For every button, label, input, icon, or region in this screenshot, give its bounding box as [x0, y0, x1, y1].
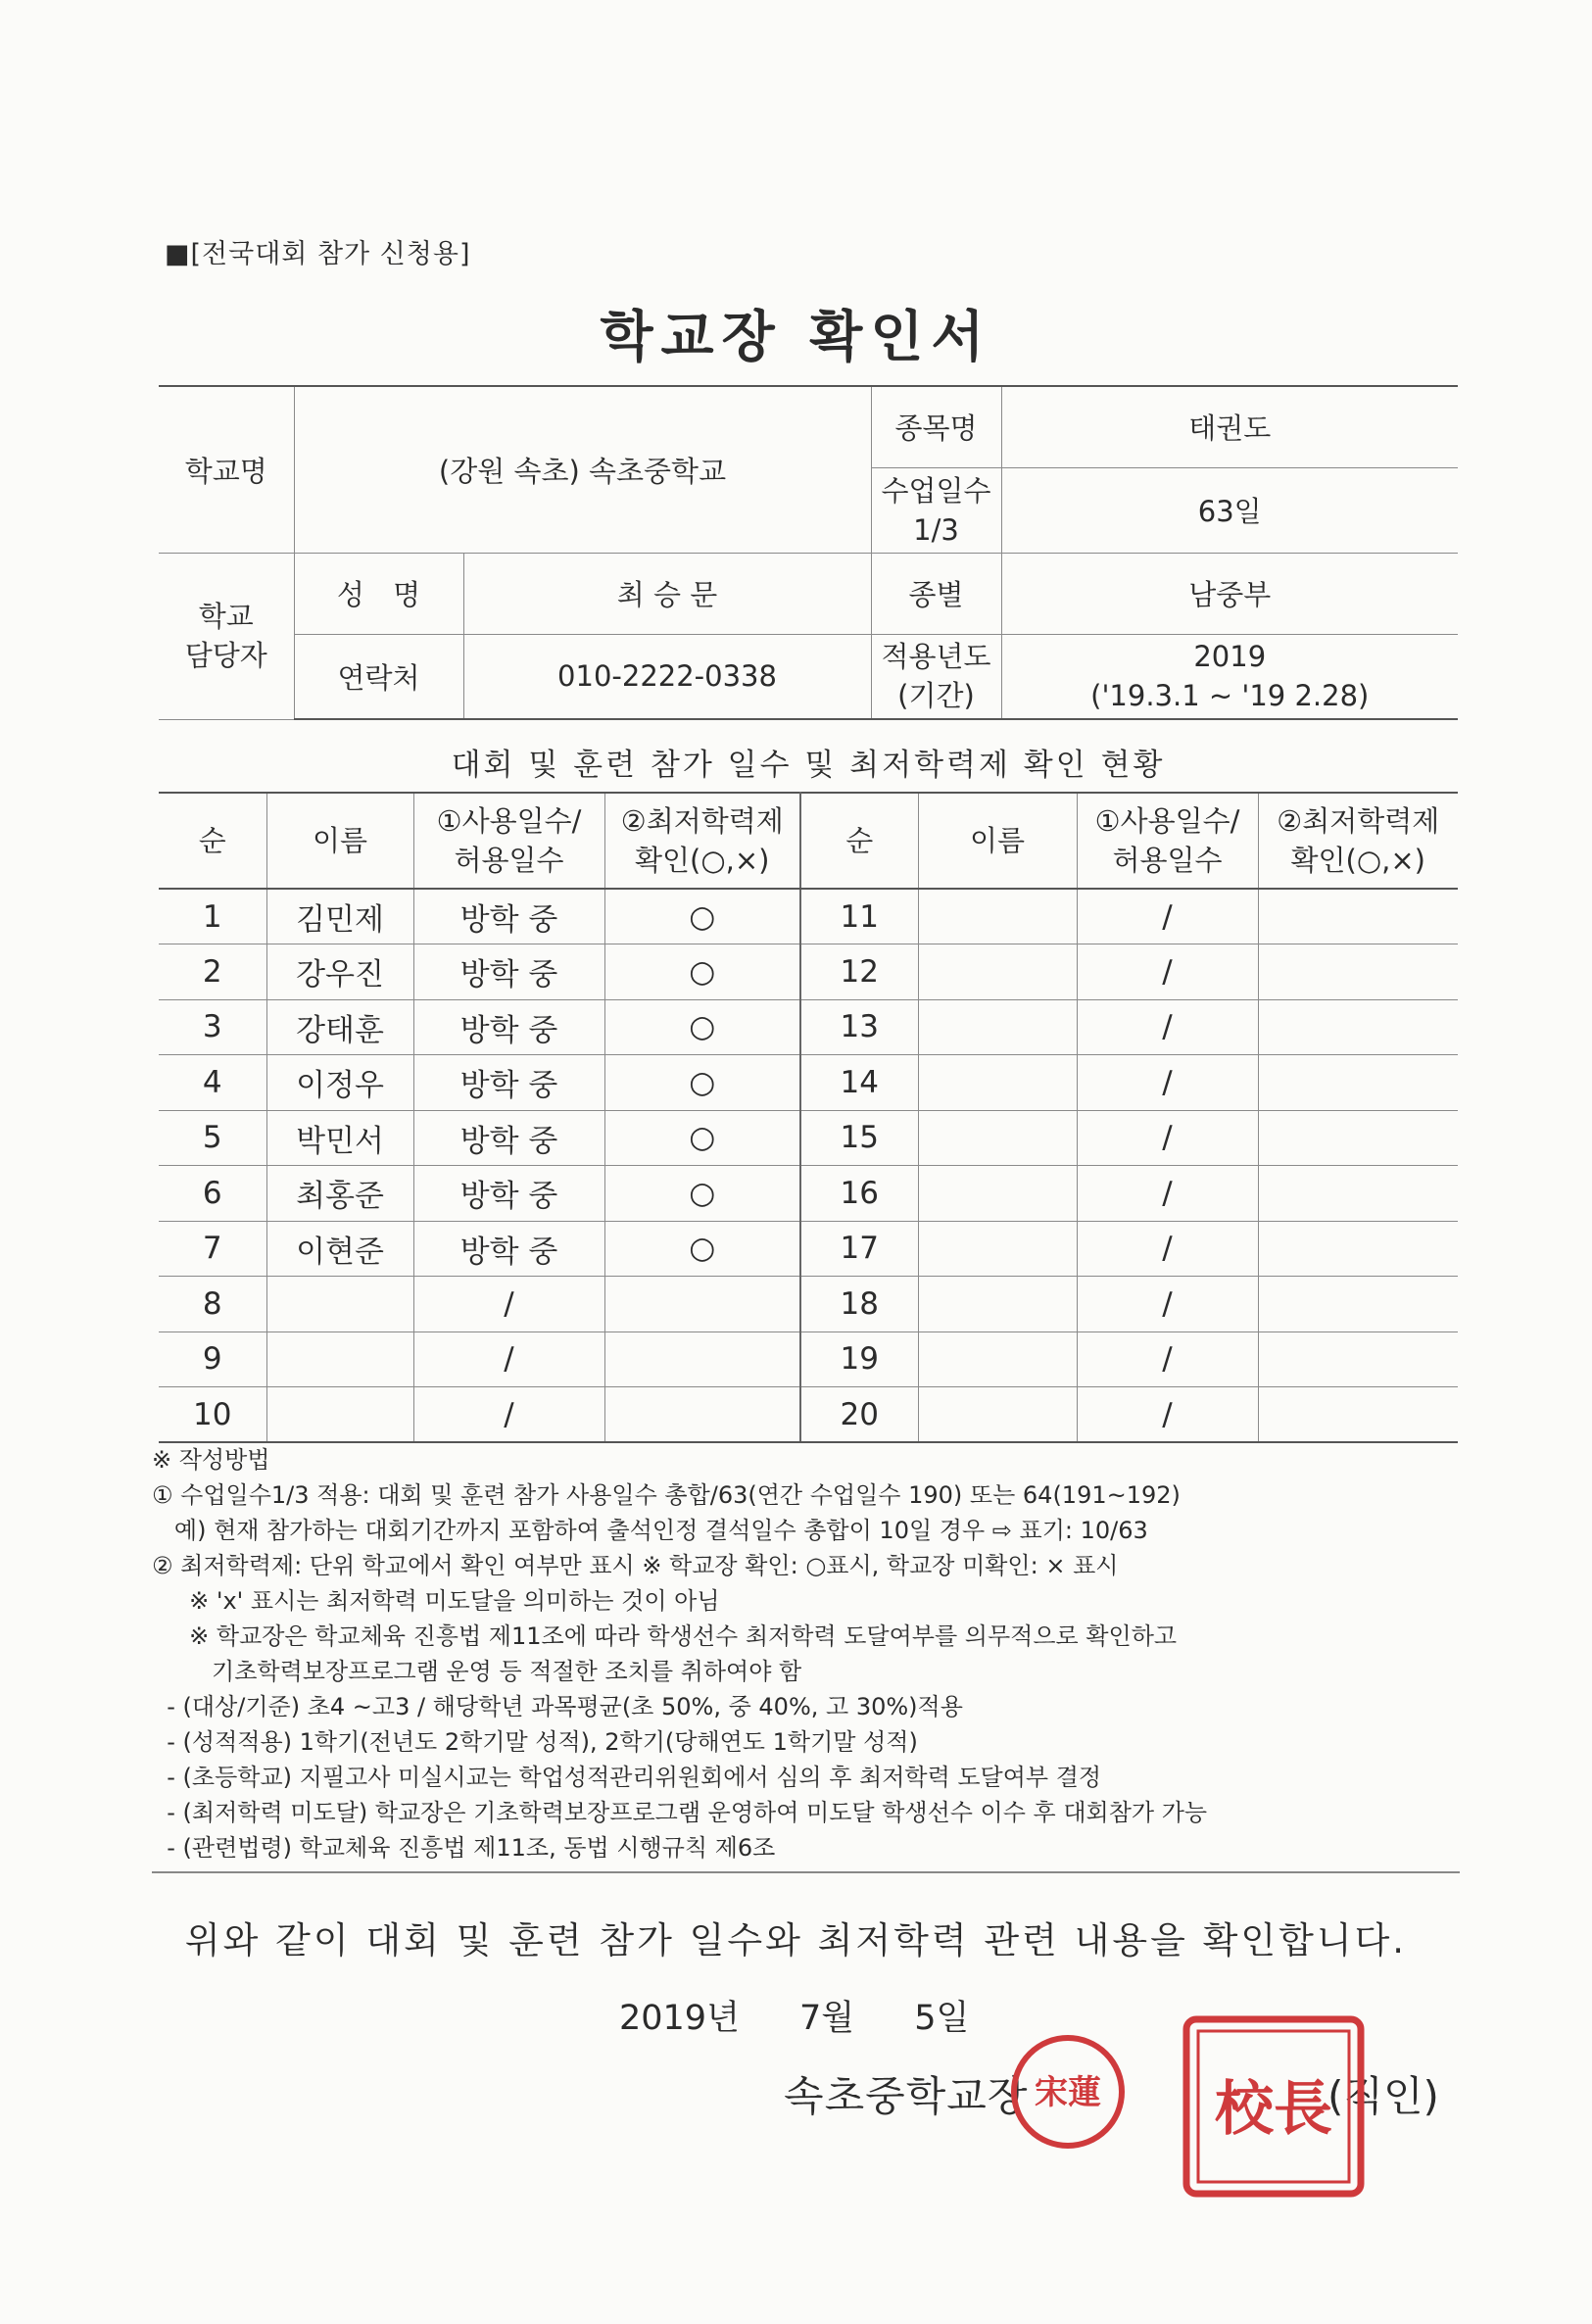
- row-name-2: [918, 1221, 1077, 1277]
- row-no-2: 18: [800, 1277, 918, 1332]
- guide-line: - (대상/기준) 초4 ~고3 / 해당학년 과목평균(초 50%, 중 40%, 고 30%)적용: [152, 1693, 963, 1720]
- col-days-2: [1077, 793, 1258, 889]
- row-days-2: /: [1077, 944, 1258, 1000]
- row-name-2: [918, 1055, 1077, 1111]
- row-days-2: /: [1077, 1110, 1258, 1166]
- table-row: [159, 1221, 1458, 1277]
- year-label: [871, 634, 1001, 719]
- row-days-2: /: [1077, 1055, 1258, 1111]
- col-check-line1: ②최저학력제: [620, 804, 784, 838]
- row-check: [604, 1387, 800, 1443]
- svg-text:校長: 校長: [1215, 2075, 1332, 2144]
- col-check-2-line1: ②최저학력제: [1277, 804, 1440, 838]
- class-days-label-line2: 1/3: [913, 512, 959, 547]
- row-days: 방학 중: [413, 999, 604, 1055]
- confirmation-text: 위와 같이 대회 및 훈련 참가 일수와 최저학력 관련 내용을 확인합니다.: [184, 1919, 1408, 1961]
- row-days-2: /: [1077, 999, 1258, 1055]
- row-name: 최홍준: [266, 1166, 413, 1222]
- row-check-2: [1258, 1331, 1458, 1387]
- guide-line: - (초등학교) 지필고사 미실시교는 학업성적관리위원회에서 심의 후 최저학력 도달여부 결정: [152, 1764, 1102, 1791]
- guide-line: ① 수업일수1/3 적용: 대회 및 훈련 참가 사용일수 총합/63(연간 수업일수 190) 또는 64(191~192): [152, 1481, 1181, 1509]
- row-name: 김민제: [266, 889, 413, 944]
- row-name: 박민서: [266, 1110, 413, 1166]
- row-check: ○: [604, 1166, 800, 1222]
- contact-value: 010-2222-0338: [463, 634, 871, 719]
- class-days-label-line1: 수업일수: [881, 473, 991, 508]
- name-label: 성 명: [294, 553, 463, 634]
- principal-title: 속초중학교장: [784, 2072, 1029, 2120]
- guide-heading: ※ 작성방법: [152, 1446, 270, 1474]
- row-no: 1: [159, 889, 266, 944]
- participant-table: [159, 792, 1458, 1443]
- row-no: 10: [159, 1387, 266, 1443]
- row-name-2: [918, 1387, 1077, 1443]
- guide-line: 예) 현재 참가하는 대회기간까지 포함하여 출석인정 결석일수 총합이 10일 경우 ⇨ 표기: 10/63: [152, 1517, 1148, 1544]
- table-row: [159, 1110, 1458, 1166]
- guide-line: - (관련법령) 학교체육 진흥법 제11조, 동법 시행규칙 제6조: [152, 1834, 776, 1862]
- row-check: [604, 1331, 800, 1387]
- table-row: [159, 999, 1458, 1055]
- guide-line: ※ 학교장은 학교체육 진흥법 제11조에 따라 학생선수 최저학력 도달여부를 의무적으로 확인하고: [152, 1622, 1178, 1650]
- table-row: [159, 1166, 1458, 1222]
- row-days-2: /: [1077, 889, 1258, 944]
- row-days: 방학 중: [413, 889, 604, 944]
- row-check: ○: [604, 999, 800, 1055]
- svg-text:宋蓮: 宋蓮: [1035, 2073, 1101, 2112]
- row-check: [604, 1277, 800, 1332]
- col-days-2-line2: 허용일수: [1112, 844, 1223, 877]
- row-no-2: 12: [800, 944, 918, 1000]
- date-day: 5일: [914, 1999, 970, 2038]
- row-name: 강우진: [266, 944, 413, 1000]
- table-row: [159, 1387, 1458, 1443]
- table-row: [159, 889, 1458, 944]
- row-name: 이현준: [266, 1221, 413, 1277]
- row-name-2: [918, 1277, 1077, 1332]
- manager-label-line1: 학교: [198, 600, 254, 633]
- row-check: ○: [604, 1110, 800, 1166]
- row-no: 9: [159, 1331, 266, 1387]
- row-name-2: [918, 999, 1077, 1055]
- row-name: [266, 1387, 413, 1443]
- row-name: [266, 1277, 413, 1332]
- col-no: 순: [159, 793, 266, 889]
- guide-lines: [152, 1477, 1465, 1865]
- row-days: /: [413, 1387, 604, 1443]
- row-days: /: [413, 1277, 604, 1332]
- col-check-line2: 확인(○,×): [635, 844, 770, 877]
- col-check-2-line2: 확인(○,×): [1290, 844, 1425, 877]
- row-check-2: [1258, 1166, 1458, 1222]
- row-days-2: /: [1077, 1331, 1258, 1387]
- manager-label-line2: 담당자: [184, 639, 267, 672]
- col-name-2: 이름: [918, 793, 1077, 889]
- year-label-line1: 적용년도: [881, 640, 991, 674]
- document-category: ■[전국대회 참가 신청용]: [165, 239, 471, 269]
- manager-label: [159, 553, 294, 719]
- row-days-2: /: [1077, 1221, 1258, 1277]
- row-check: ○: [604, 889, 800, 944]
- row-days-2: /: [1077, 1387, 1258, 1443]
- info-table: [159, 385, 1458, 720]
- table-row: [159, 1055, 1458, 1111]
- row-check-2: [1258, 1055, 1458, 1111]
- class-days-value: 63일: [1001, 467, 1458, 553]
- row-name-2: [918, 1331, 1077, 1387]
- row-days: 방학 중: [413, 1110, 604, 1166]
- row-no: 2: [159, 944, 266, 1000]
- row-no: 4: [159, 1055, 266, 1111]
- table-row: [159, 1277, 1458, 1332]
- row-days: 방학 중: [413, 1221, 604, 1277]
- row-name: 강태훈: [266, 999, 413, 1055]
- col-days-line2: 허용일수: [454, 844, 564, 877]
- row-name-2: [918, 1110, 1077, 1166]
- row-days: 방학 중: [413, 1166, 604, 1222]
- year-value-line1: 2019: [1193, 640, 1267, 674]
- section-title: 대회 및 훈련 참가 일수 및 최저학력제 확인 현황: [451, 748, 1166, 783]
- row-name-2: [918, 889, 1077, 944]
- year-value-line2: ('19.3.1 ~ '19 2.28): [1090, 679, 1370, 713]
- row-name: 이정우: [266, 1055, 413, 1111]
- seal-note: (직인): [1327, 2072, 1439, 2120]
- guide-line: - (성적적용) 1학기(전년도 2학기말 성적), 2학기(당해연도 1학기말 성적): [152, 1728, 918, 1756]
- row-no: 3: [159, 999, 266, 1055]
- row-name-2: [918, 944, 1077, 1000]
- row-check-2: [1258, 944, 1458, 1000]
- sport-label: 종목명: [871, 386, 1001, 467]
- row-days: /: [413, 1331, 604, 1387]
- col-days-2-line1: ①사용일수/: [1094, 804, 1240, 838]
- year-label-line2: (기간): [897, 679, 975, 713]
- guide-line: 기초학력보장프로그램 운영 등 적절한 조치를 취하여야 함: [152, 1658, 802, 1685]
- row-no: 6: [159, 1166, 266, 1222]
- row-no-2: 11: [800, 889, 918, 944]
- class-days-label: [871, 467, 1001, 553]
- row-no-2: 17: [800, 1221, 918, 1277]
- row-no-2: 15: [800, 1110, 918, 1166]
- col-days-line1: ①사용일수/: [436, 804, 582, 838]
- row-name-2: [918, 1166, 1077, 1222]
- school-value: (강원 속초) 속초중학교: [294, 386, 871, 553]
- name-value: 최 승 문: [463, 553, 871, 634]
- document-title: 학교장 확인서: [600, 306, 992, 369]
- row-check-2: [1258, 1221, 1458, 1277]
- guide-line: ※ 'x' 표시는 최저학력 미도달을 의미하는 것이 아님: [152, 1587, 720, 1615]
- table-row: [159, 1331, 1458, 1387]
- sport-value: 태권도: [1001, 386, 1458, 467]
- school-official-seal-icon: [1181, 2013, 1367, 2200]
- row-check: ○: [604, 944, 800, 1000]
- date-month: 7월: [799, 1999, 855, 2038]
- issue-date: [619, 1991, 1018, 2040]
- row-check-2: [1258, 889, 1458, 944]
- year-value: [1001, 634, 1458, 719]
- division-value: 남중부: [1001, 553, 1458, 634]
- row-no-2: 14: [800, 1055, 918, 1111]
- row-no: 5: [159, 1110, 266, 1166]
- row-no: 7: [159, 1221, 266, 1277]
- row-days-2: /: [1077, 1277, 1258, 1332]
- row-check: ○: [604, 1221, 800, 1277]
- participant-table-header: [159, 793, 1458, 889]
- division-label: 종별: [871, 553, 1001, 634]
- row-no-2: 13: [800, 999, 918, 1055]
- row-check-2: [1258, 1277, 1458, 1332]
- row-no: 8: [159, 1277, 266, 1332]
- row-no-2: 19: [800, 1331, 918, 1387]
- row-no-2: 16: [800, 1166, 918, 1222]
- guide-divider: [152, 1871, 1460, 1873]
- row-days: 방학 중: [413, 1055, 604, 1111]
- table-row: [159, 944, 1458, 1000]
- row-days-2: /: [1077, 1166, 1258, 1222]
- row-name: [266, 1331, 413, 1387]
- col-check-2: [1258, 793, 1458, 889]
- principal-personal-stamp-icon: [1009, 2033, 1127, 2151]
- row-check-2: [1258, 1387, 1458, 1443]
- row-check-2: [1258, 999, 1458, 1055]
- col-name: 이름: [266, 793, 413, 889]
- row-days: 방학 중: [413, 944, 604, 1000]
- guide-line: - (최저학력 미도달) 학교장은 기초학력보장프로그램 운영하여 미도달 학생선수 이수 후 대회참가 가능: [152, 1799, 1208, 1826]
- school-label: 학교명: [159, 386, 294, 553]
- row-no-2: 20: [800, 1387, 918, 1443]
- row-check: ○: [604, 1055, 800, 1111]
- col-check: [604, 793, 800, 889]
- date-year: 2019년: [619, 1999, 740, 2038]
- col-no-2: 순: [800, 793, 918, 889]
- guide-line: ② 최저학력제: 단위 학교에서 확인 여부만 표시 ※ 학교장 확인: ○표시, 학교장 미확인: × 표시: [152, 1552, 1119, 1579]
- contact-label: 연락처: [294, 634, 463, 719]
- row-check-2: [1258, 1110, 1458, 1166]
- col-days: [413, 793, 604, 889]
- writing-guide: [152, 1442, 1465, 1873]
